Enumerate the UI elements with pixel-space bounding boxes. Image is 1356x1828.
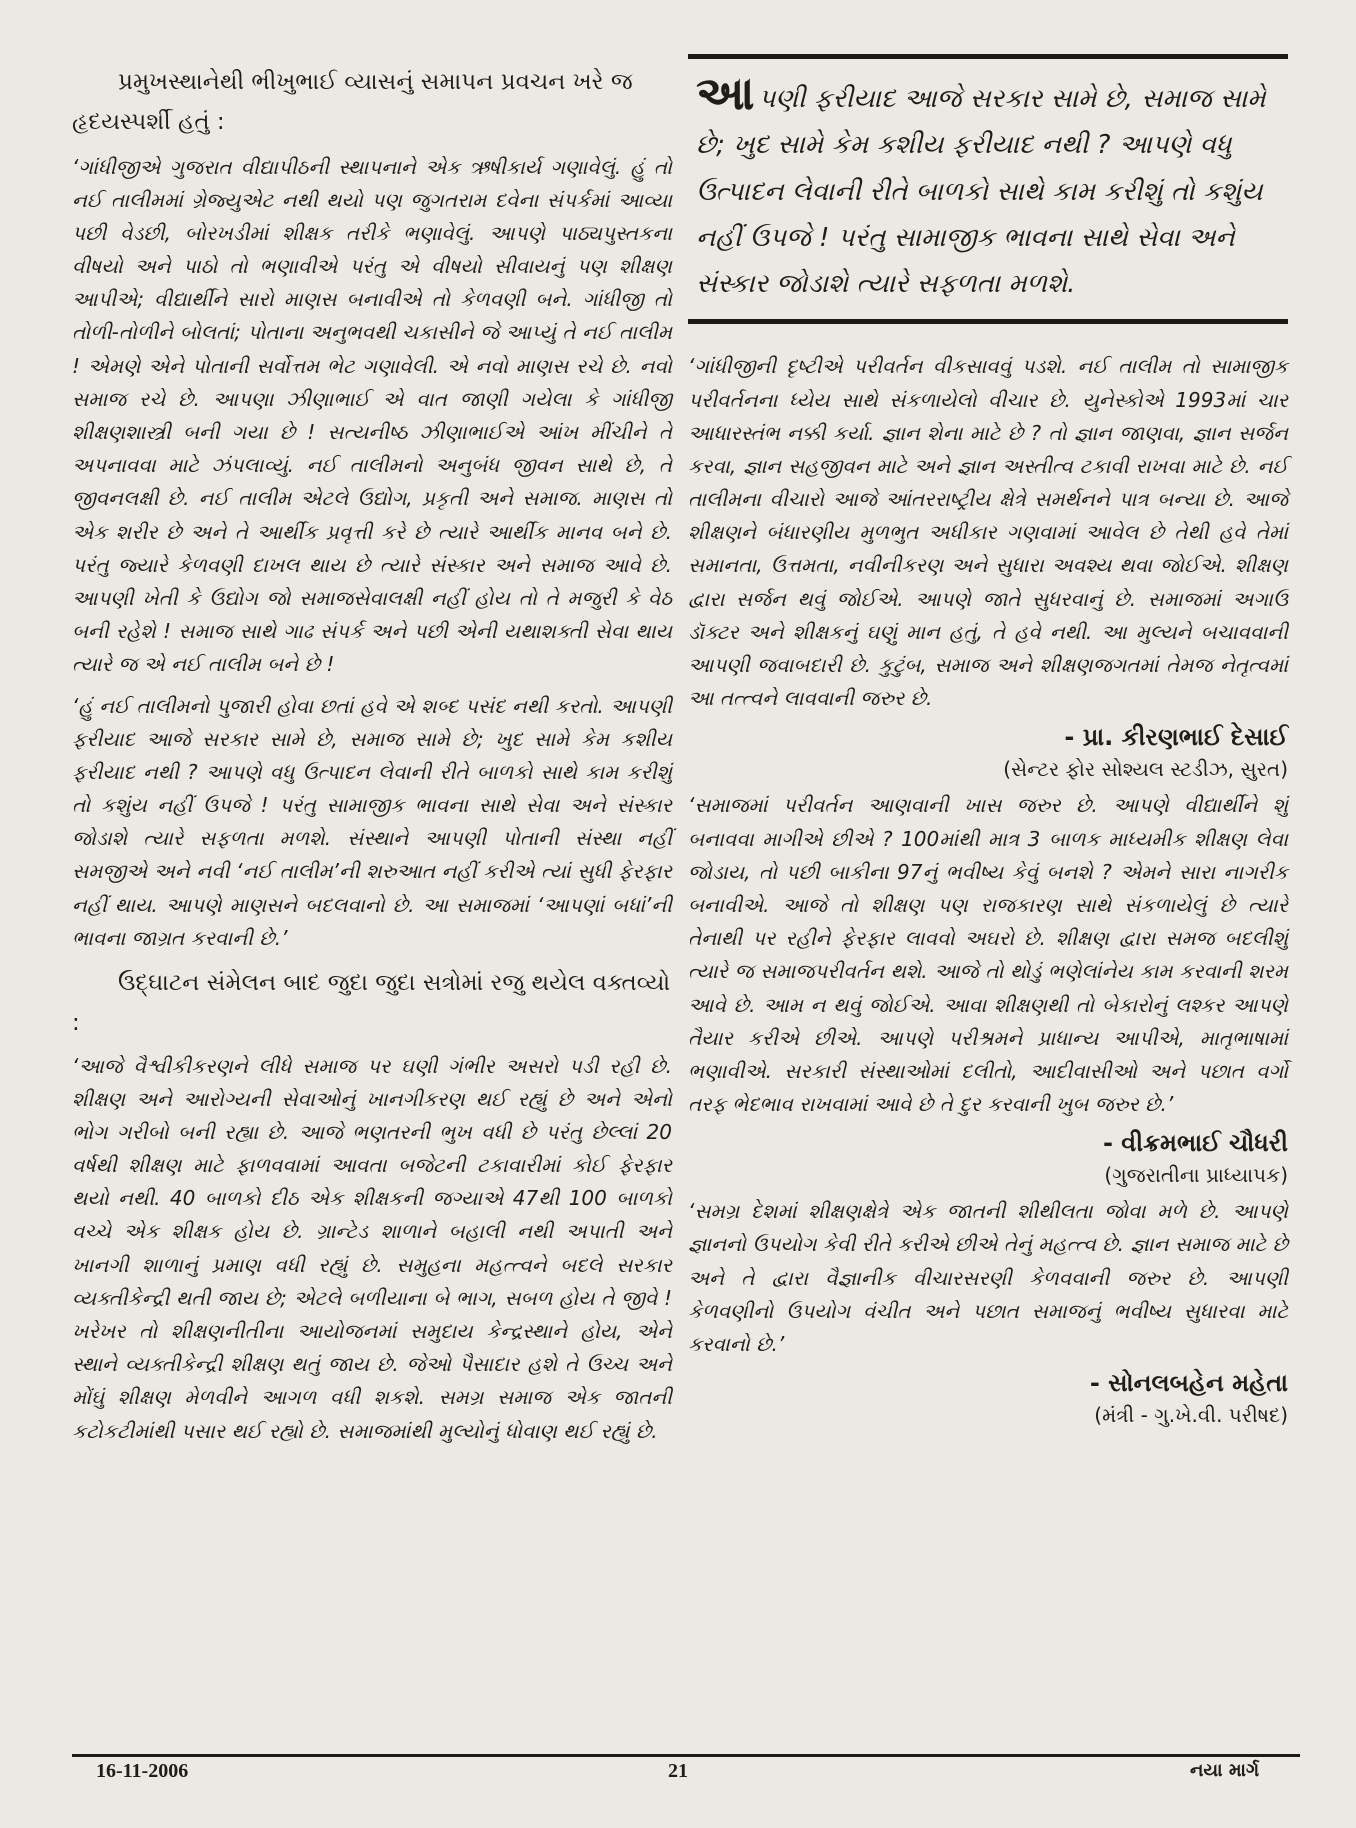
intro-paragraph: પ્રમુખસ્થાનેથી ભીખુભાઈ વ્યાસનું સમાપન પ્રવચન ખરે જ હૃદયસ્પર્શી હતું : <box>72 69 633 136</box>
quote-nai-talim-pujari: ‘હું નઈ તાલીમનો પુજારી હોવા છતાં હવે એ શબ્દ પસંદ નથી કરતો. આપણી ફરીયાદ આજે સરકાર સામે છે, સમાજ સામે છે; ખુદ સામે કેમ કશીય ફરીયાદ નથી ? આપણે વધુ ઉત્પાદન લેવાની રીતે બાળકો સાથે કામ કરીશું તો કશુંય નહીં ઉપજે ! પરંતુ સામાજીક ભાવના સાથે સેવા અને સંસ્કાર જોડાશે ત્યારે સફળતા મળશે. સંસ્થાને આપણી પોતાની સંસ્થા નહીં સમજીએ અને નવી ‘નઈ તાલીમ’ની શરુઆત નહીં કરીએ ત્યાં સુધી ફેરફાર નહીં થાય. આપણે માણસને બદલવાનો છે. આ સમાજમાં ‘આપણાં બધાં’ની ભાવના જાગ્રત કરવાની છે.’ <box>72 693 672 950</box>
affiliation-vikrambhai: (ગુજરાતીના પ્રાધ્યાપક) <box>1104 1163 1288 1188</box>
quote-globalization: ‘આજે વૈશ્વીકીકરણને લીધે સમાજ પર ઘણી ગંભીર અસરો પડી રહી છે. શીક્ષણ અને આરોગ્યની સેવાઓનું ખાનગીકરણ થઈ રહ્યું છે અને એનો ભોગ ગરીબો બની રહ્યા છે. આજે ભણતરની ભુખ વધી છે પરંતુ છેલ્લાં 20 વર્ષથી શીક્ષણ માટે ફાળવવામાં આવતા બજેટની ટકાવારીમાં કોઈ ફેરફાર થયો નથી. 40 બાળકો દીઠ એક શીક્ષકની જગ્યાએ 47થી 100 બાળકો વચ્ચે એક શીક્ષક હોય છે. ગ્રાન્ટેડ શાળાને બહાલી નથી અપાતી અને ખાનગી શાળાનું પ્રમાણ વધી રહ્યું છે. સમુહના મહત્ત્વને બદલે સરકાર વ્યક્તીકેન્દ્રી થતી જાય છે; એટલે બળીયાના બે ભાગ, સબળ હોય તે જીવે ! ખરેખર તો શીક્ષણનીતીના આયોજનમાં સમુદાય કેન્દ્રસ્થાને હોય, એને સ્થાને વ્યક્તીકેન્દ્રી શીક્ષણ થતું જાય છે. જેઓ પૈસાદાર હશે તે ઉચ્ચ અને મોંઘું શીક્ષણ મેળવીને આગળ વધી શકશે. સમગ્ર સમાજ એક જાતની કટોકટીમાંથી પસાર થઈ રહ્યો છે. સમાજમાંથી મુલ્યોનું ધોવાણ થઈ રહ્યું છે. <box>72 1053 672 1443</box>
quote-parivartan: ‘ગાંધીજીની દૃષ્ટીએ પરીવર્તન વીકસાવવું પડશે. નઈ તાલીમ તો સામાજીક પરીવર્તનના ધ્યેય સાથે સંકળાયેલો વીચાર છે. યુનેસ્કોએ 1993માં ચાર આધારસ્તંભ નક્કી કર્યા. જ્ઞાન શેના માટે છે ? તો જ્ઞાન જાણવા, જ્ઞાન સર્જન કરવા, જ્ઞાન સહજીવન માટે અને જ્ઞાન અસ્તીત્વ ટકાવી રાખવા માટે છે. નઈ તાલીમના વીચારો આજે આંતરરાષ્ટ્રીય ક્ષેત્રે સમર્થનને પાત્ર બન્યા છે. આજે શીક્ષણને બંધારણીય મુળભુત અધીકાર ગણવામાં આવેલ છે તેથી હવે તેમાં સમાનતા, ઉત્તમતા, નવીનીકરણ અને સુધારા અવશ્ય થવા જોઈએ. શીક્ષણ દ્વારા સર્જન થવું જોઈએ. આપણે જાતે સુધરવાનું છે. સમાજમાં અગાઉ ડૉક્ટર અને શીક્ષકનું ઘણું માન હતું, તે હવે નથી. આ મુલ્યને બચાવવાની આપણી જવાબદારી છે. કુટુંબ, સમાજ અને શીક્ષણજગતમાં તેમજ નેતૃત્વમાં આ તત્ત્વને લાવવાની જરુર છે. <box>688 354 1288 711</box>
left-column <box>72 62 672 1456</box>
pull-quote-top-rule <box>688 54 1288 59</box>
pull-quote-bottom-rule <box>688 319 1288 324</box>
quote-samaj-parivartan: ‘સમાજમાં પરીવર્તન આણવાની ખાસ જરુર છે. આપણે વીદ્યાર્થીને શું બનાવવા માગીએ છીએ ? 100માંથી માત્ર 3 બાળક માધ્યમીક શીક્ષણ લેવા જોડાય, તો પછી બાકીના 97નું ભવીષ્ય કેવું બનશે ? એમને સારા નાગરીક બનાવીએ. આજે તો શીક્ષણ પણ રાજકારણ સાથે સંકળાયેલું છે ત્યારે તેનાથી પર રહીને ફેરફાર લાવવો અઘરો છે. શીક્ષણ દ્વારા સમજ બદલીશું ત્યારે જ સમાજપરીવર્તન થશે. આજે તો થોડું ભણેલાંનેય કામ કરવાની શરમ આવે છે. આમ ન થવું જોઈએ. આવા શીક્ષણથી તો બેકારોનું લશ્કર આપણે તૈયાર કરીએ છીએ. આપણે પરીશ્રમને પ્રાધાન્ય આપીએ, માતૃભાષામાં ભણાવીએ. સરકારી સંસ્થાઓમાં દલીતો, આદીવાસીઓ અને પછાત વર્ગો તરફ ભેદભાવ રાખવામાં આવે છે તે દુર કરવાની ખુબ જરુર છે.’ <box>688 793 1288 1117</box>
author-vikrambhai: - વીક્રમભાઈ ચૌધરી <box>1102 1129 1288 1158</box>
quote-shithilata: ‘સમગ્ર દેશમાં શીક્ષણક્ષેત્રે એક જાતની શીથીલતા જોવા મળે છે. આપણે જ્ઞાનનો ઉપયોગ કેવી રીતે કરીએ છીએ તેનું મહત્ત્વ છે. જ્ઞાન સમાજ માટે છે અને તે દ્વારા વૈજ્ઞાનીક વીચારસરણી કેળવવાની જરુર છે. આપણી કેળવણીનો ઉપયોગ વંચીત અને પછાત સમાજનું ભવીષ્ય સુધારવા માટે કરવાનો છે.’ <box>688 1199 1288 1357</box>
pull-quote <box>688 66 1288 307</box>
right-column <box>688 66 1288 1435</box>
section-heading: ઉદ્‌ઘાટન સંમેલન બાદ જુદા જુદા સત્રોમાં રજુ થયેલ વક્તવ્યો : <box>72 970 671 1037</box>
quote-gandhiji-nai-talim: ‘ગાંધીજીએ ગુજરાત વીદ્યાપીઠની સ્થાપનાને એક ઋષીકાર્ય ગણાવેલું. હું તો નઈ તાલીમમાં ગ્રેજ્યુએટ નથી થયો પણ જુગતરામ દવેના સંપર્કમાં આવ્યા પછી વેડછી, બોરખડીમાં શીક્ષક તરીકે ભણાવેલું. આપણે પાઠ્યપુસ્તકના વીષયો અને પાઠો તો ભણાવીએ પરંતુ એ વીષયો સીવાયનું પણ શીક્ષણ આપીએ; વીદ્યાર્થીને સારો માણસ બનાવીએ તો કેળવણી બને. ગાંધીજી તો તોળી-તોળીને બોલતાં; પોતાના અનુભવથી ચકાસીને જે આપ્યું તે નઈ તાલીમ ! એમણે એને પોતાની સર્વોત્તમ ભેટ ગણાવેલી. એ નવો માણસ રચે છે. નવો સમાજ રચે છે. આપણા ઝીણાભાઈ એ વાત જાણી ગયેલા કે ગાંધીજી શીક્ષણશાસ્ત્રી બની ગયા છે ! સત્યનીષ્ઠ ઝીણાભાઈએ આંખ મીંચીને તે અપનાવવા માટે ઝંપલાવ્યું. નઈ તાલીમનો અનુબંધ જીવન સાથે છે, તે જીવનલક્ષી છે. નઈ તાલીમ એટલે ઉદ્યોગ, પ્રકૃતી અને સમાજ. માણસ તો એક શરીર છે અને તે આર્થીક પ્રવૃત્તી કરે છે ત્યારે આર્થીક માનવ બને છે. પરંતુ જ્યારે કેળવણી દાખલ થાય છે ત્યારે સંસ્કાર અને સમાજ આવે છે. આપણી ખેતી કે ઉદ્યોગ જો સમાજસેવાલક્ષી નહીં હોય તો તે મજુરી કે વેઠ બની રહેશે ! સમાજ સાથે ગાઢ સંપર્ક અને પછી એની યથાશક્તી સેવા થાય ત્યારે જ એ નઈ તાલીમ બને છે ! <box>72 154 672 677</box>
pull-quote-text: પણી ફરીયાદ આજે સરકાર સામે છે, સમાજ સામે છે; ખુદ સામે કેમ કશીય ફરીયાદ નથી ? આપણે વધુ ઉત્પાદન લેવાની રીતે બાળકો સાથે કામ કરીશું તો કશુંય નહીં ઉપજે ! પરંતુ સામાજીક ભાવના સાથે સેવા અને સંસ્કાર જોડાશે ત્યારે સફળતા મળશે. <box>696 84 1266 300</box>
affiliation-sonalbahen: (મંત્રી - ગુ.ખે.વી. પરીષદ) <box>1094 1403 1288 1428</box>
pull-quote-dropcap: આ <box>696 66 755 120</box>
footer-page-number: 21 <box>668 1760 688 1782</box>
footer-date: 16-11-2006 <box>96 1760 189 1782</box>
affiliation-kiranbhai: (સેન્ટર ફોર સોશ્યલ સ્ટડીઝ, સુરત) <box>1003 757 1288 782</box>
author-sonalbahen: - સોનલબહેન મહેતા <box>1089 1369 1288 1398</box>
author-kiranbhai: - પ્રા. કીરણભાઈ દેસાઈ <box>1064 723 1288 752</box>
footer-rule <box>72 1754 1300 1757</box>
footer-publication: નયા માર્ગ <box>1190 1760 1260 1781</box>
